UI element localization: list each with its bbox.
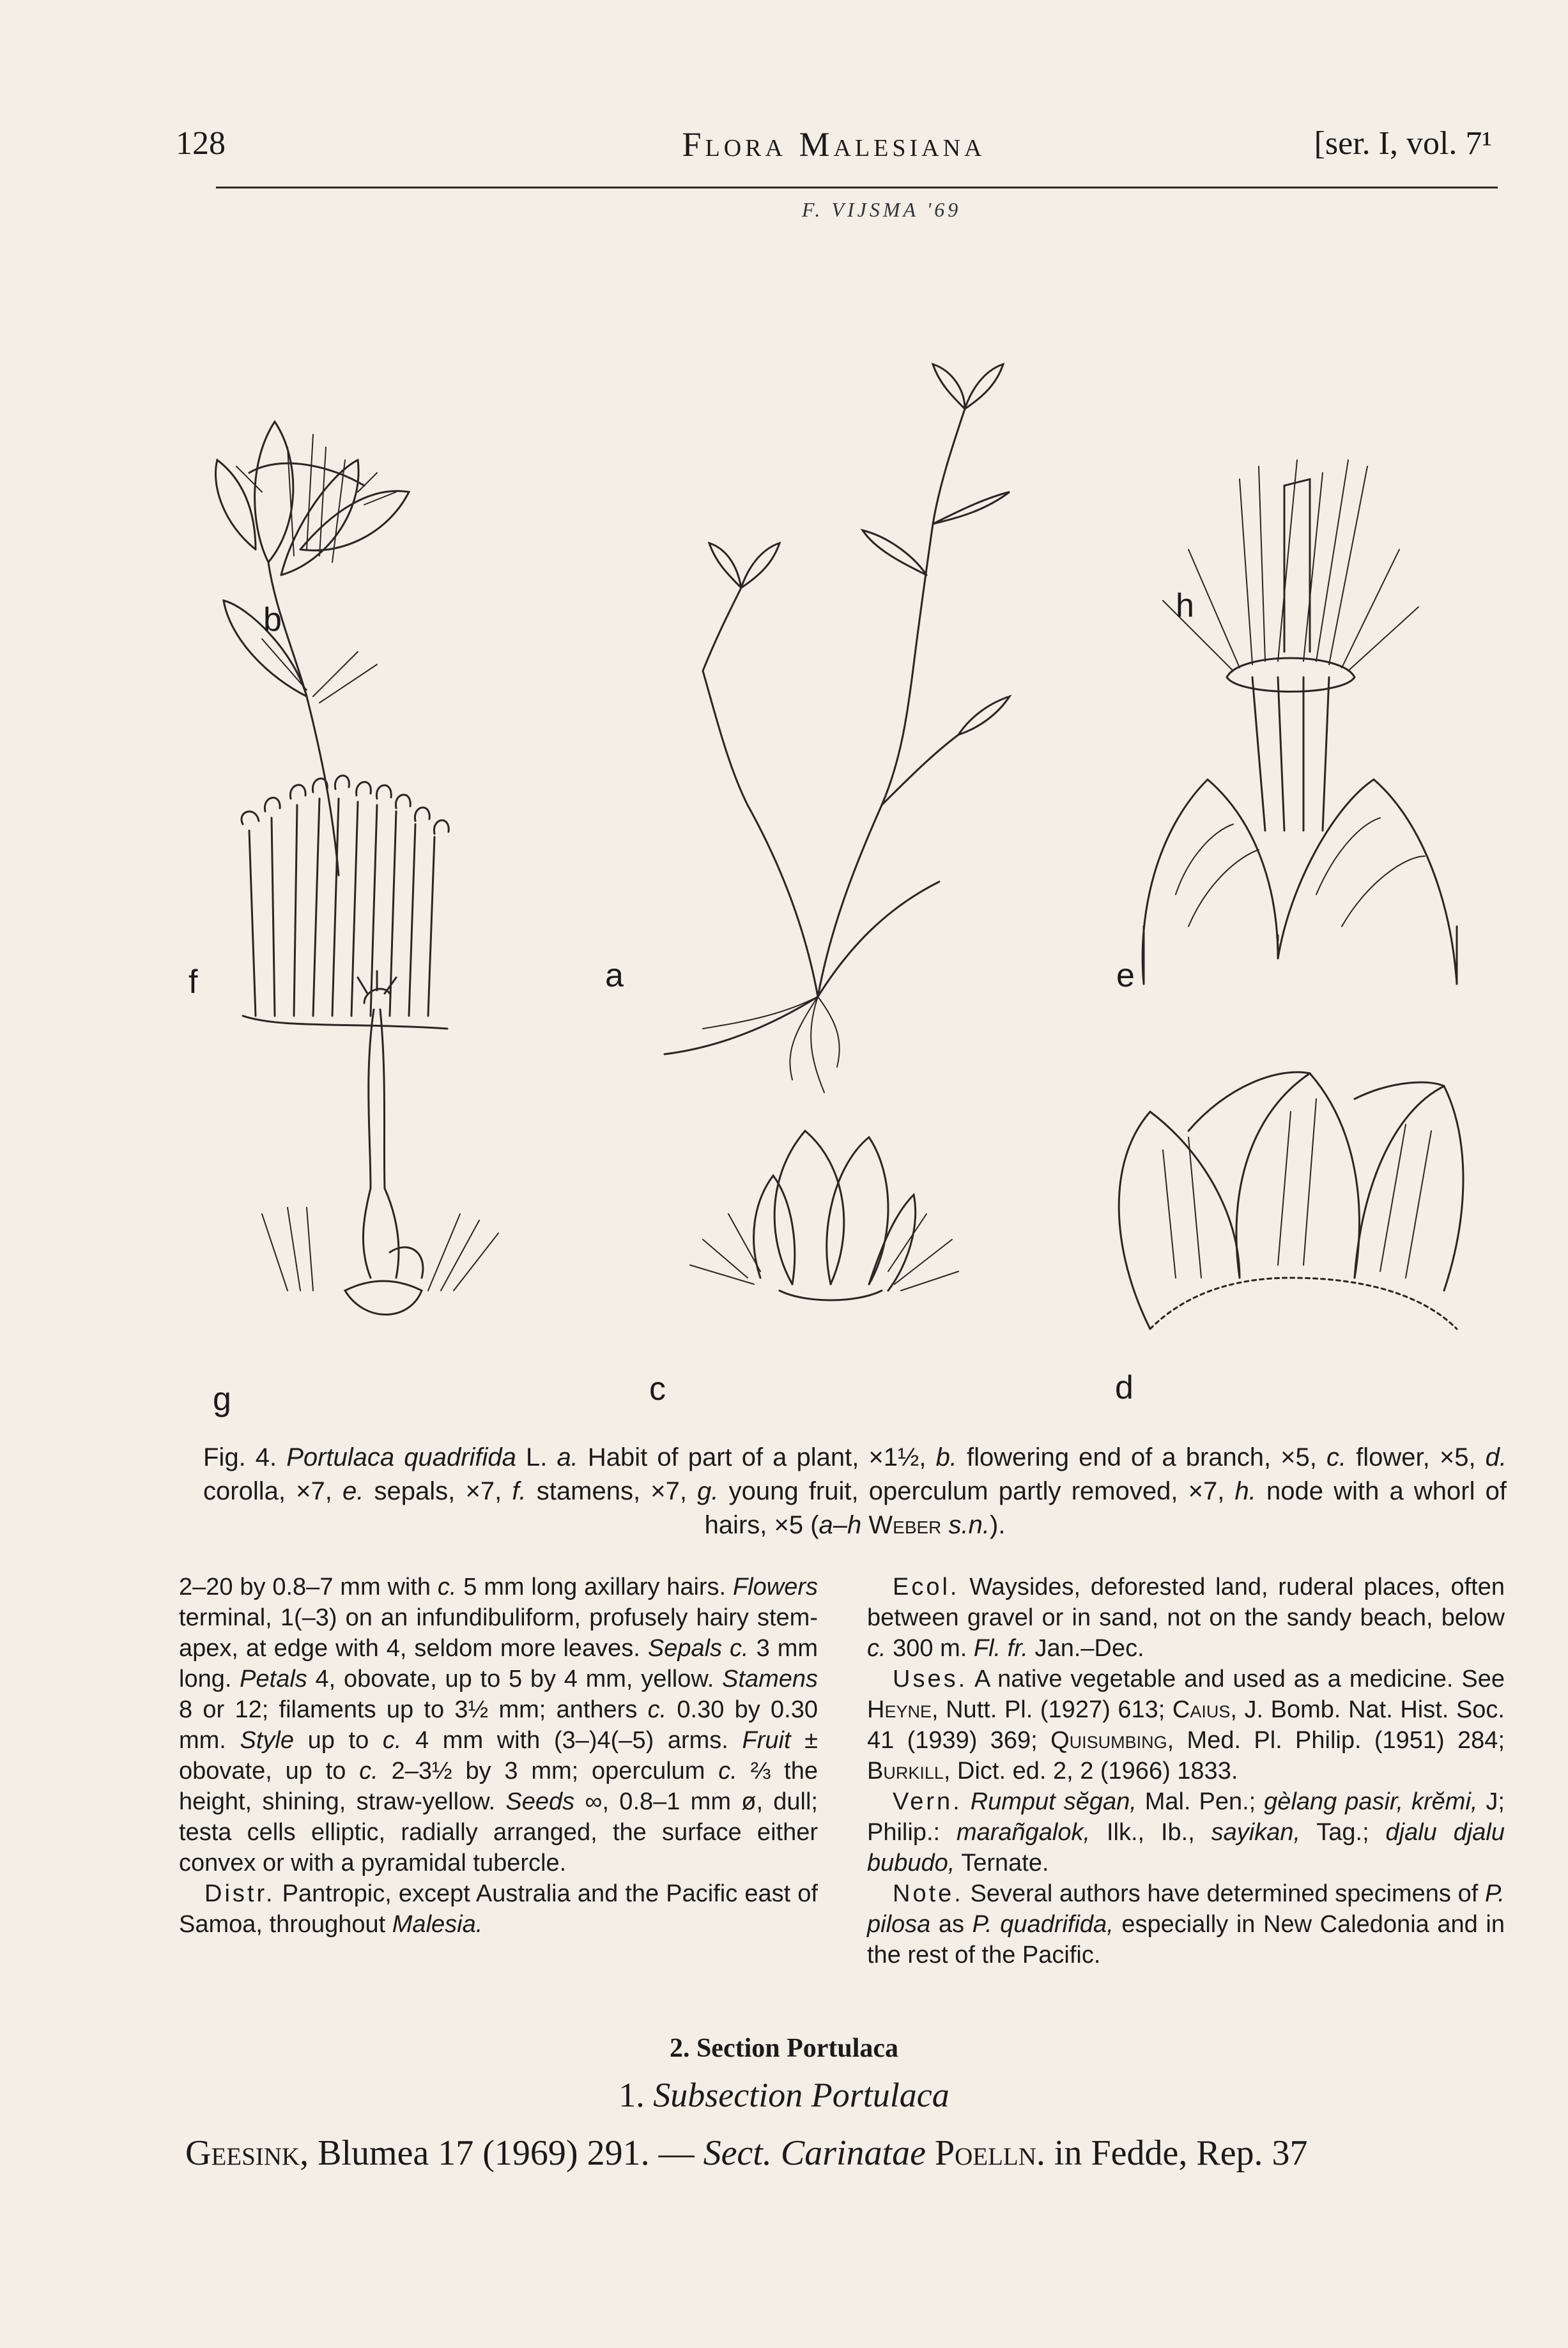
panel-label-d: d	[1115, 1369, 1134, 1406]
drawing-a-plant-habit	[665, 364, 1010, 1093]
panel-label-f: f	[188, 963, 198, 1001]
drawing-c-flower	[690, 1131, 958, 1300]
caption-species: Portulaca quadrifida	[286, 1443, 516, 1471]
distribution-paragraph: Distr. Pantropic, except Australia and the Pacific east of Samoa, throughout Malesia.	[179, 1880, 818, 1938]
figure-caption: Fig. 4. Portulaca quadrifida L. a. Habit of part of a plant, ×1½, b. flowering end of a branch, ×5, c. flower, ×5, d. corolla, ×7, e. sepals, ×7, f. stamens, ×7, g. young fruit, operculum partly removed, ×7, h. node with a whorl of hairs, ×5 (a–h Weber s.n.).	[203, 1443, 1507, 1539]
note-paragraph: Note. Several authors have determined specimens of P. pilosa as P. quadrifida, especially in New Caledonia and in the rest of the Pacific.	[867, 1880, 1505, 1968]
drawing-h-node-hairs	[1163, 460, 1418, 831]
panel-label-e: e	[1116, 957, 1135, 994]
ecology-paragraph: Ecol. Waysides, deforested land, ruderal places, often between gravel or in sand, not on the sandy beach, below c. 300 m. Fl. fr. Jan.–Dec.	[867, 1574, 1505, 1662]
panel-label-g: g	[213, 1381, 231, 1418]
page-number: 128	[176, 125, 226, 162]
drawing-b-flowering-branch	[216, 422, 410, 875]
right-column	[867, 1572, 1505, 1970]
panel-label-c: c	[649, 1370, 666, 1408]
plate-illustration	[153, 192, 1514, 1444]
artist-signature: F. VIJSMA '69	[802, 198, 962, 221]
subsection-heading: 1. Subsection Portulaca	[619, 2076, 949, 2114]
caption-fig-number: Fig. 4.	[203, 1443, 277, 1471]
drawing-e-sepals	[1142, 779, 1457, 984]
description-paragraph: 2–20 by 0.8–7 mm with c. 5 mm long axillary hairs. Flowers terminal, 1(–3) on an infundibuliform, profusely hairy stem-apex, at edge with 4, seldom more leaves. Sepals c. 3 mm long. Petals 4, obovate, up to 5 by 4 mm, yellow. Stamens 8 or 12; filaments up to 3½ mm; anthers c. 0.30 by 0.30 mm. Style up to c. 4 mm with (3–)4(–5) arms. Fruit ± obovate, up to c. 2–3½ by 3 mm; operculum c. ⅔ the height, shining, straw-yellow. Seeds ∞, 0.8–1 mm ø, dull; testa cells elliptic, radially arranged, the surface either convex or with a pyramidal tubercle.	[179, 1574, 819, 1876]
botanical-plate	[153, 192, 1514, 1444]
panel-label-h: h	[1176, 587, 1194, 624]
drawing-f-stamens	[242, 776, 449, 1029]
header-rule	[216, 187, 1498, 188]
uses-paragraph: Uses. A native vegetable and used as a medicine. See Heyne, Nutt. Pl. (1927) 613; Caius, J. Bomb. Nat. Hist. Soc. 41 (1939) 369; Quisumbing, Med. Pl. Philip. (1951) 284; Burkill, Dict. ed. 2, 2 (1966) 1833.	[867, 1666, 1505, 1784]
panel-label-a: a	[605, 957, 624, 994]
drawing-g-young-fruit	[262, 971, 498, 1315]
series-volume: [ser. I, vol. 7¹	[1314, 125, 1492, 162]
section-heading: 2. Section Portulaca	[669, 2034, 899, 2063]
journal-title: Flora Malesiana	[682, 125, 986, 164]
left-column	[179, 1572, 818, 1940]
drawing-d-corolla	[1119, 1072, 1463, 1329]
panel-label-b: b	[263, 601, 282, 638]
running-header	[176, 125, 1492, 176]
synonymy-line: Geesink, Blumea 17 (1969) 291. — Sect. Carinatae Poelln. in Fedde, Rep. 37	[185, 2133, 1308, 2173]
vernacular-paragraph: Vern. Rumput sĕgan, Mal. Pen.; gèlang pasir, krĕmi, J; Philip.: marañgalok, Ilk., Ib., sayikan, Tag.; djalu djalu bubudo, Ternate.	[867, 1788, 1505, 1876]
